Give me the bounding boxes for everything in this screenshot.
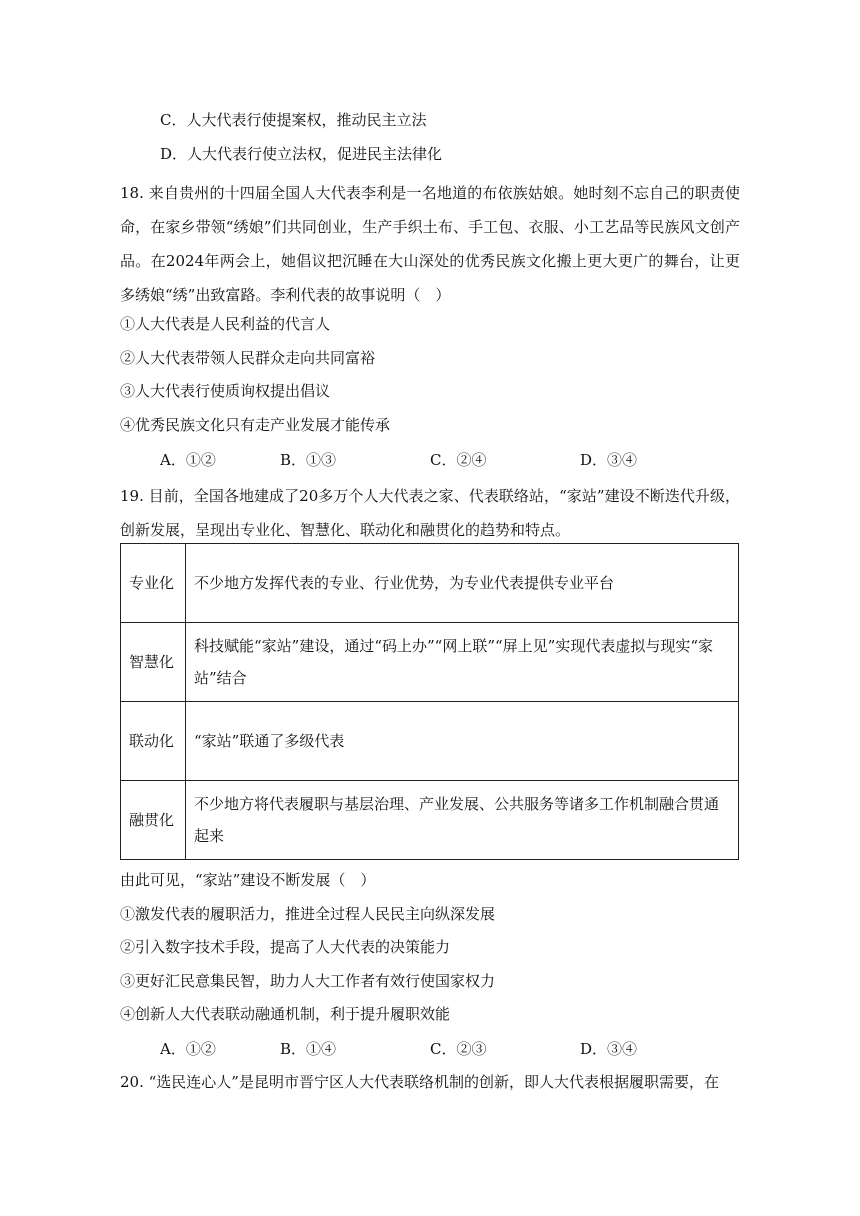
table-value-cell: 不少地方发挥代表的专业、行业优势，为专业代表提供专业平台 [186, 544, 739, 623]
table-value-cell: “家站”联通了多级代表 [186, 702, 739, 781]
q18-choice-a: A．①② [160, 451, 216, 469]
q18-statement-1: ①人大代表是人民利益的代言人 [120, 315, 331, 333]
q19-choice-b: B．①④ [280, 1040, 337, 1058]
q20-stem: 20. “选民连心人”是昆明市晋宁区人大代表联络机制的创新，即人大代表根据履职需要，在 [120, 1073, 719, 1091]
table-key-cell: 融贯化 [121, 781, 186, 860]
q19-table [120, 543, 739, 860]
q18-choice-d: D．③④ [580, 451, 638, 469]
q18-statement-4: ④优秀民族文化只有走产业发展才能传承 [120, 416, 391, 434]
q19-statement-2: ②引入数字技术手段，提高了人大代表的决策能力 [120, 938, 451, 956]
table-key-cell: 智慧化 [121, 623, 186, 702]
q19-statement-4: ④创新人大代表联动融通机制，利于提升履职效能 [120, 1005, 451, 1023]
q19-statement-3: ③更好汇民意集民智，助力人大工作者有效行使国家权力 [120, 972, 496, 990]
table-row [121, 544, 739, 623]
table-key-cell: 专业化 [121, 544, 186, 623]
q17-option-d: D．人大代表行使立法权，促进民主法律化 [160, 145, 443, 163]
q17-option-c: C．人大代表行使提案权，推动民主立法 [160, 111, 427, 129]
table-row [121, 781, 739, 860]
q19-choice-d: D．③④ [580, 1040, 638, 1058]
q18-statement-2: ②人大代表带领人民群众走向共同富裕 [120, 349, 376, 367]
q18-choice-b: B．①③ [280, 451, 337, 469]
table-row [121, 702, 739, 781]
q19-question: 由此可见，“家站”建设不断发展（ ） [120, 871, 376, 889]
q19-stem: 19. 目前，全国各地建成了20多万个人大代表之家、代表联络站，“家站”建设不断迭代升级，创新发展，呈现出专业化、智慧化、联动化和融贯化的趋势和特点。 [120, 487, 740, 539]
q18-statement-3: ③人大代表行使质询权提出倡议 [120, 382, 331, 400]
q18-stem: 18. 来自贵州的十四届全国人大代表李利是一名地道的布依族姑娘。她时刻不忘自己的职责使命，在家乡带领“绣娘”们共同创业，生产手织土布、手工包、衣服、小工艺品等民族风文创产品。在2024年两会上，她倡议把沉睡在大山深处的优秀民族文化搬上更大更广的舞台，让更多绣娘“绣”出致富路。李利代表的故事说明（ ） [120, 184, 740, 304]
q18-choice-c: C．②④ [430, 451, 487, 469]
table-key-cell: 联动化 [121, 702, 186, 781]
q19-choice-c: C．②③ [430, 1040, 487, 1058]
table-row [121, 623, 739, 702]
table-value-cell: 不少地方将代表履职与基层治理、产业发展、公共服务等诸多工作机制融合贯通起来 [186, 781, 739, 860]
table-value-cell: 科技赋能“家站”建设，通过“码上办”“网上联”“屏上见”实现代表虚拟与现实“家站”结合 [186, 623, 739, 702]
q19-statement-1: ①激发代表的履职活力，推进全过程人民民主向纵深发展 [120, 905, 496, 923]
q19-choice-a: A．①② [160, 1040, 216, 1058]
